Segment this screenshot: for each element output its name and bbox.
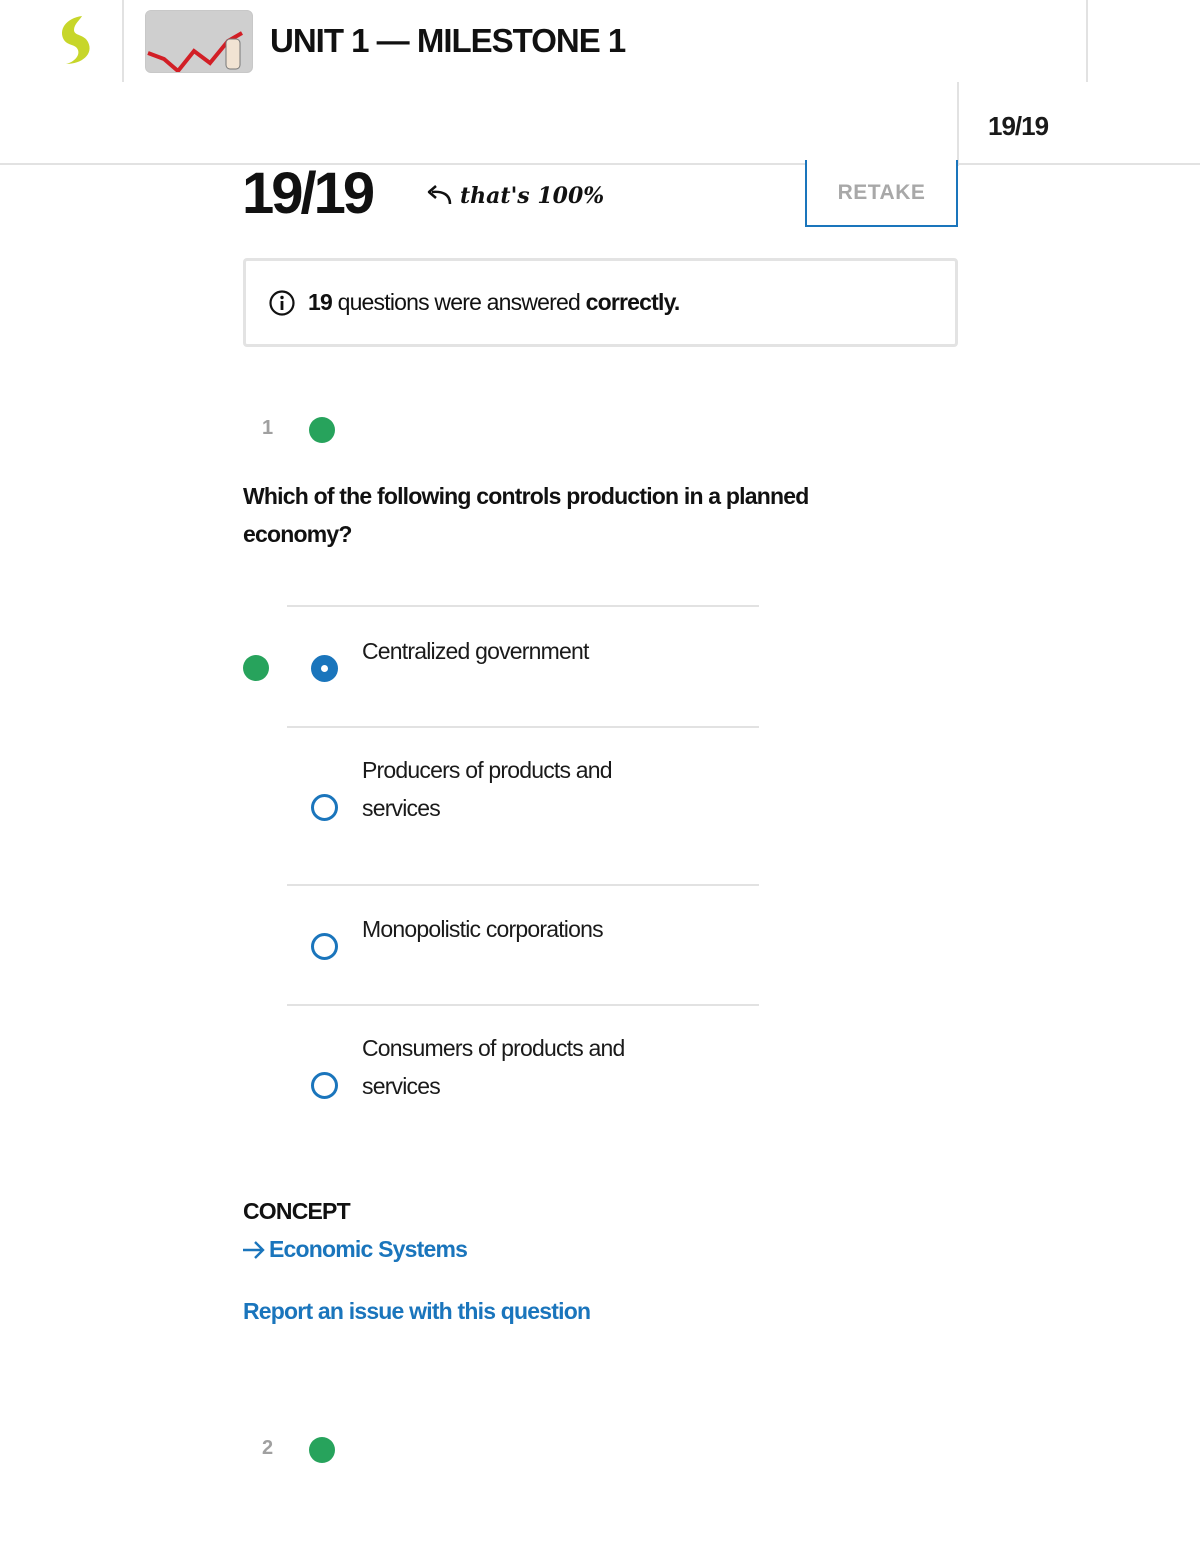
summary-end: correctly. <box>585 289 680 315</box>
result-score: 19/19 <box>242 161 373 226</box>
summary-text <box>308 289 679 316</box>
option-radio-2[interactable] <box>311 794 338 821</box>
unit-title: UNIT 1 — MILESTONE 1 <box>270 22 626 59</box>
header-score: 19/19 <box>988 111 1049 141</box>
header-bottom-border <box>0 163 1200 165</box>
unit-thumbnail <box>145 10 253 73</box>
sophia-logo[interactable] <box>52 12 100 70</box>
report-issue-link[interactable]: Report an issue with this question <box>243 1298 591 1324</box>
option-label-3[interactable]: Monopolistic corporations <box>362 916 603 942</box>
header-divider <box>122 0 124 82</box>
option-divider <box>287 1004 759 1006</box>
correct-answer-check-icon <box>243 655 269 681</box>
curved-arrow-icon <box>424 184 454 208</box>
option-divider <box>287 726 759 728</box>
option-radio-1[interactable] <box>311 655 338 682</box>
option-label-4[interactable]: Consumers of products and services <box>362 1035 625 1099</box>
info-icon <box>268 289 296 317</box>
result-remark-text: that's 100% <box>460 183 605 209</box>
option-label-1[interactable]: Centralized government <box>362 638 589 664</box>
question-text: Which of the following controls production in a planned economy? <box>243 483 809 547</box>
summary-middle: questions were answered <box>331 289 586 315</box>
option-label-2[interactable]: Producers of products and services <box>362 757 612 821</box>
option-divider <box>287 884 759 886</box>
arrow-right-icon <box>241 1239 267 1261</box>
concept-link[interactable] <box>241 1236 467 1263</box>
option-radio-3[interactable] <box>311 933 338 960</box>
concept-label: CONCEPT <box>243 1198 350 1224</box>
question-number: 1 <box>262 417 274 439</box>
concept-link-text[interactable]: Economic Systems <box>269 1236 468 1262</box>
score-divider <box>957 82 959 166</box>
option-divider <box>287 605 759 607</box>
question-status-correct <box>309 1437 335 1463</box>
question-number: 2 <box>262 1437 274 1459</box>
summary-count: 19 <box>308 289 332 315</box>
result-remark <box>424 183 604 209</box>
question-status-correct <box>309 417 335 443</box>
retake-button[interactable]: RETAKE <box>805 160 958 227</box>
option-radio-4[interactable] <box>311 1072 338 1099</box>
result-summary <box>243 258 958 347</box>
header-divider-right <box>1086 0 1088 82</box>
